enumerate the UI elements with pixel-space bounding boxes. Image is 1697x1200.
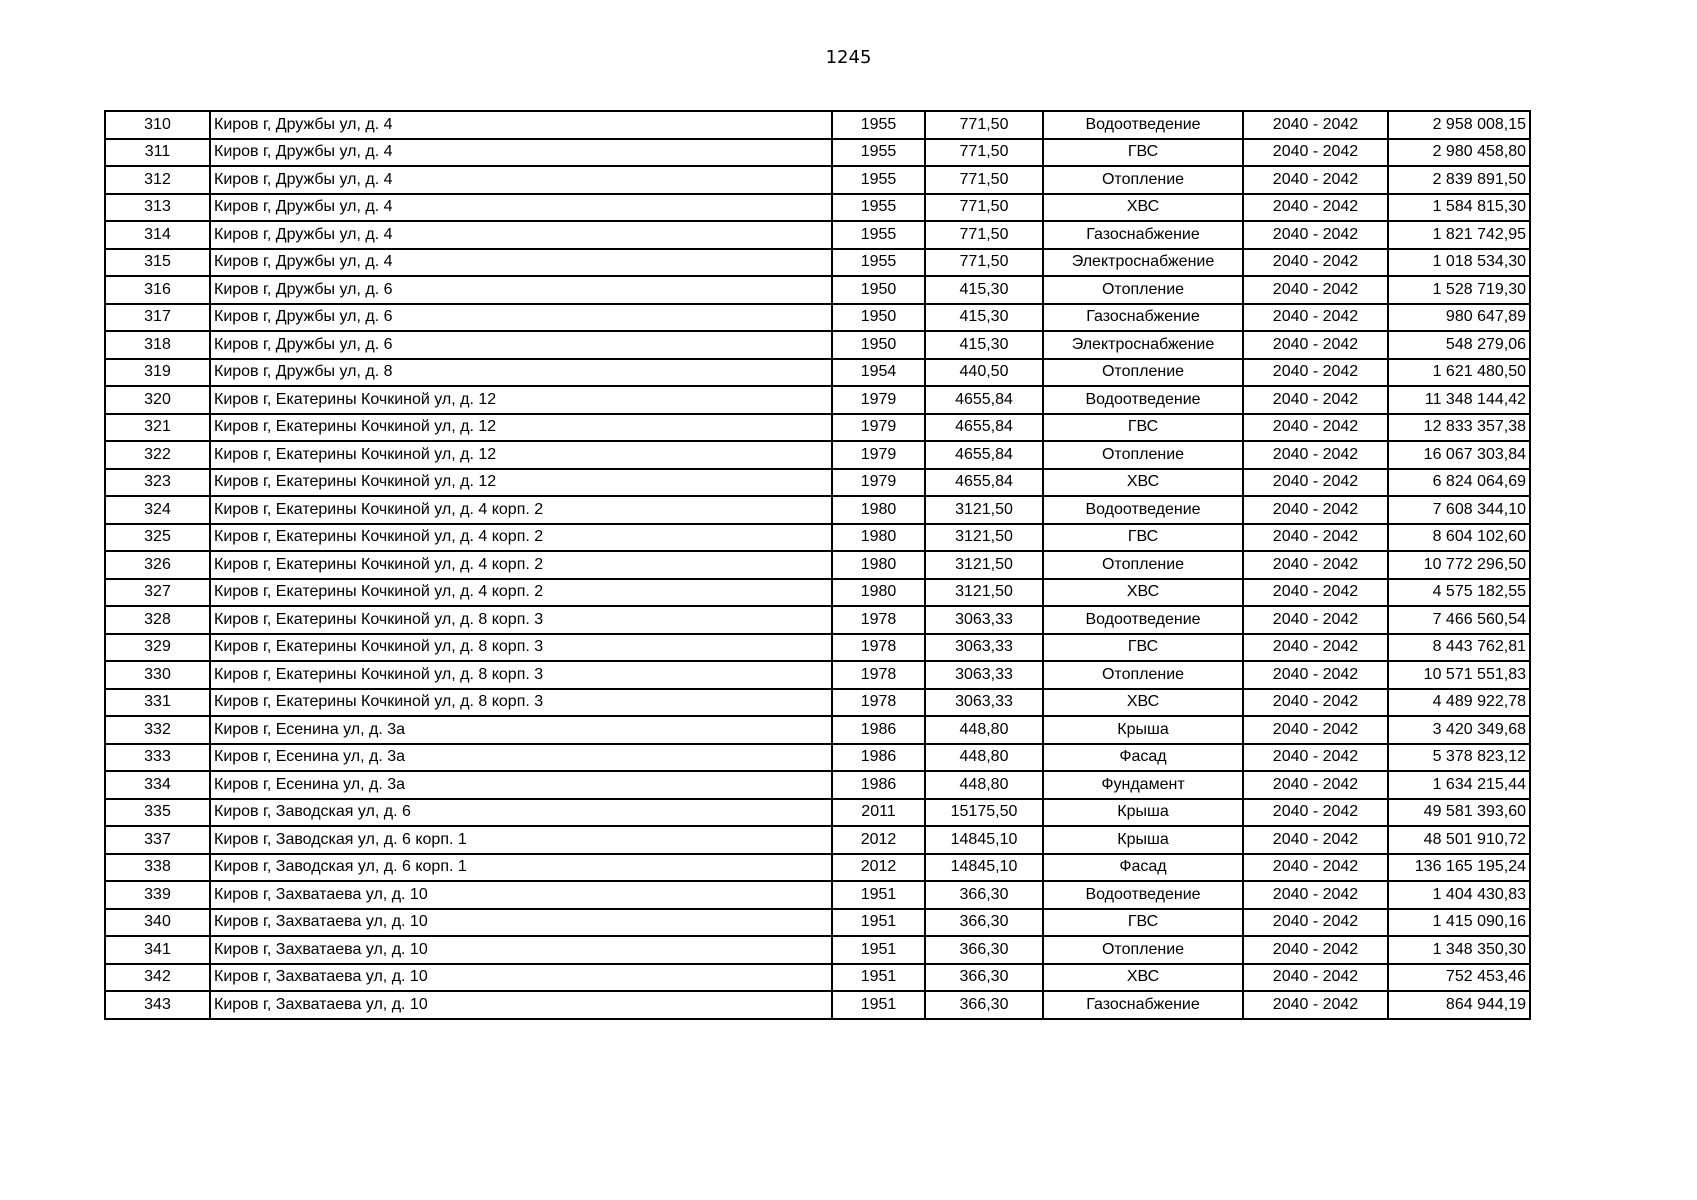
work-type-cell: Газоснабжение bbox=[1043, 221, 1243, 249]
year-cell: 1955 bbox=[832, 166, 925, 194]
cost-cell: 2 980 458,80 bbox=[1388, 139, 1530, 167]
period-cell: 2040 - 2042 bbox=[1243, 111, 1388, 139]
address-cell: Киров г, Екатерины Кочкиной ул, д. 8 корп. 3 bbox=[210, 606, 832, 634]
work-type-cell: ГВС bbox=[1043, 524, 1243, 552]
cost-cell: 1 415 090,16 bbox=[1388, 909, 1530, 937]
year-cell: 1950 bbox=[832, 304, 925, 332]
year-cell: 1979 bbox=[832, 386, 925, 414]
cost-cell: 1 018 534,30 bbox=[1388, 249, 1530, 277]
row-number-cell: 328 bbox=[105, 606, 210, 634]
period-cell: 2040 - 2042 bbox=[1243, 771, 1388, 799]
year-cell: 1978 bbox=[832, 689, 925, 717]
period-cell: 2040 - 2042 bbox=[1243, 991, 1388, 1019]
period-cell: 2040 - 2042 bbox=[1243, 386, 1388, 414]
area-cell: 366,30 bbox=[925, 964, 1043, 992]
table-row bbox=[105, 359, 1530, 387]
table-row bbox=[105, 744, 1530, 772]
work-type-cell: ХВС bbox=[1043, 579, 1243, 607]
address-cell: Киров г, Заводская ул, д. 6 корп. 1 bbox=[210, 854, 832, 882]
period-cell: 2040 - 2042 bbox=[1243, 854, 1388, 882]
cost-cell: 8 443 762,81 bbox=[1388, 634, 1530, 662]
year-cell: 1980 bbox=[832, 579, 925, 607]
work-type-cell: ХВС bbox=[1043, 194, 1243, 222]
area-cell: 3121,50 bbox=[925, 579, 1043, 607]
period-cell: 2040 - 2042 bbox=[1243, 606, 1388, 634]
work-type-cell: Фасад bbox=[1043, 854, 1243, 882]
year-cell: 1955 bbox=[832, 111, 925, 139]
address-cell: Киров г, Дружбы ул, д. 4 bbox=[210, 221, 832, 249]
table-row bbox=[105, 441, 1530, 469]
table-row bbox=[105, 496, 1530, 524]
table-row bbox=[105, 799, 1530, 827]
table-row bbox=[105, 249, 1530, 277]
row-number-cell: 335 bbox=[105, 799, 210, 827]
row-number-cell: 327 bbox=[105, 579, 210, 607]
period-cell: 2040 - 2042 bbox=[1243, 524, 1388, 552]
row-number-cell: 323 bbox=[105, 469, 210, 497]
address-cell: Киров г, Есенина ул, д. 3а bbox=[210, 771, 832, 799]
table-row bbox=[105, 304, 1530, 332]
area-cell: 771,50 bbox=[925, 166, 1043, 194]
row-number-cell: 341 bbox=[105, 936, 210, 964]
table-row bbox=[105, 606, 1530, 634]
address-cell: Киров г, Дружбы ул, д. 6 bbox=[210, 304, 832, 332]
work-type-cell: ХВС bbox=[1043, 469, 1243, 497]
row-number-cell: 321 bbox=[105, 414, 210, 442]
area-cell: 4655,84 bbox=[925, 414, 1043, 442]
table-row bbox=[105, 469, 1530, 497]
table-row bbox=[105, 276, 1530, 304]
cost-cell: 11 348 144,42 bbox=[1388, 386, 1530, 414]
year-cell: 1955 bbox=[832, 249, 925, 277]
period-cell: 2040 - 2042 bbox=[1243, 579, 1388, 607]
area-cell: 771,50 bbox=[925, 139, 1043, 167]
area-cell: 771,50 bbox=[925, 221, 1043, 249]
year-cell: 1951 bbox=[832, 991, 925, 1019]
area-cell: 366,30 bbox=[925, 909, 1043, 937]
address-cell: Киров г, Екатерины Кочкиной ул, д. 4 корп. 2 bbox=[210, 524, 832, 552]
table-row bbox=[105, 826, 1530, 854]
area-cell: 448,80 bbox=[925, 744, 1043, 772]
cost-cell: 7 608 344,10 bbox=[1388, 496, 1530, 524]
period-cell: 2040 - 2042 bbox=[1243, 909, 1388, 937]
table-row bbox=[105, 909, 1530, 937]
address-cell: Киров г, Дружбы ул, д. 4 bbox=[210, 166, 832, 194]
row-number-cell: 333 bbox=[105, 744, 210, 772]
cost-cell: 3 420 349,68 bbox=[1388, 716, 1530, 744]
row-number-cell: 332 bbox=[105, 716, 210, 744]
cost-cell: 1 584 815,30 bbox=[1388, 194, 1530, 222]
address-cell: Киров г, Дружбы ул, д. 4 bbox=[210, 111, 832, 139]
period-cell: 2040 - 2042 bbox=[1243, 139, 1388, 167]
table-row bbox=[105, 139, 1530, 167]
cost-cell: 136 165 195,24 bbox=[1388, 854, 1530, 882]
work-type-cell: Крыша bbox=[1043, 799, 1243, 827]
work-type-cell: Отопление bbox=[1043, 551, 1243, 579]
table-body bbox=[105, 111, 1530, 1019]
row-number-cell: 311 bbox=[105, 139, 210, 167]
year-cell: 1950 bbox=[832, 331, 925, 359]
row-number-cell: 325 bbox=[105, 524, 210, 552]
table-row bbox=[105, 111, 1530, 139]
area-cell: 415,30 bbox=[925, 331, 1043, 359]
year-cell: 2012 bbox=[832, 826, 925, 854]
work-type-cell: Фундамент bbox=[1043, 771, 1243, 799]
work-type-cell: Отопление bbox=[1043, 276, 1243, 304]
period-cell: 2040 - 2042 bbox=[1243, 799, 1388, 827]
work-type-cell: Отопление bbox=[1043, 936, 1243, 964]
period-cell: 2040 - 2042 bbox=[1243, 716, 1388, 744]
area-cell: 3063,33 bbox=[925, 606, 1043, 634]
period-cell: 2040 - 2042 bbox=[1243, 964, 1388, 992]
area-cell: 3121,50 bbox=[925, 524, 1043, 552]
cost-cell: 1 348 350,30 bbox=[1388, 936, 1530, 964]
period-cell: 2040 - 2042 bbox=[1243, 221, 1388, 249]
table-row bbox=[105, 414, 1530, 442]
period-cell: 2040 - 2042 bbox=[1243, 441, 1388, 469]
year-cell: 1978 bbox=[832, 606, 925, 634]
year-cell: 1978 bbox=[832, 661, 925, 689]
cost-cell: 980 647,89 bbox=[1388, 304, 1530, 332]
period-cell: 2040 - 2042 bbox=[1243, 744, 1388, 772]
period-cell: 2040 - 2042 bbox=[1243, 359, 1388, 387]
period-cell: 2040 - 2042 bbox=[1243, 634, 1388, 662]
table-row bbox=[105, 386, 1530, 414]
table-row bbox=[105, 579, 1530, 607]
address-cell: Киров г, Екатерины Кочкиной ул, д. 4 корп. 2 bbox=[210, 551, 832, 579]
area-cell: 3121,50 bbox=[925, 496, 1043, 524]
area-cell: 3063,33 bbox=[925, 689, 1043, 717]
area-cell: 415,30 bbox=[925, 304, 1043, 332]
period-cell: 2040 - 2042 bbox=[1243, 881, 1388, 909]
capital-repair-table bbox=[104, 110, 1531, 1020]
work-type-cell: ХВС bbox=[1043, 964, 1243, 992]
page-number: 1245 bbox=[825, 47, 872, 68]
area-cell: 15175,50 bbox=[925, 799, 1043, 827]
table-row bbox=[105, 194, 1530, 222]
address-cell: Киров г, Дружбы ул, д. 4 bbox=[210, 194, 832, 222]
row-number-cell: 310 bbox=[105, 111, 210, 139]
cost-cell: 1 621 480,50 bbox=[1388, 359, 1530, 387]
year-cell: 1951 bbox=[832, 881, 925, 909]
work-type-cell: ГВС bbox=[1043, 909, 1243, 937]
year-cell: 2012 bbox=[832, 854, 925, 882]
row-number-cell: 339 bbox=[105, 881, 210, 909]
work-type-cell: Электроснабжение bbox=[1043, 249, 1243, 277]
year-cell: 1986 bbox=[832, 771, 925, 799]
area-cell: 3063,33 bbox=[925, 634, 1043, 662]
area-cell: 4655,84 bbox=[925, 469, 1043, 497]
cost-cell: 10 772 296,50 bbox=[1388, 551, 1530, 579]
table-row bbox=[105, 964, 1530, 992]
area-cell: 440,50 bbox=[925, 359, 1043, 387]
row-number-cell: 319 bbox=[105, 359, 210, 387]
work-type-cell: Газоснабжение bbox=[1043, 991, 1243, 1019]
address-cell: Киров г, Захватаева ул, д. 10 bbox=[210, 964, 832, 992]
row-number-cell: 318 bbox=[105, 331, 210, 359]
period-cell: 2040 - 2042 bbox=[1243, 469, 1388, 497]
table-row bbox=[105, 661, 1530, 689]
table-row bbox=[105, 991, 1530, 1019]
work-type-cell: Крыша bbox=[1043, 826, 1243, 854]
year-cell: 1955 bbox=[832, 194, 925, 222]
table-row bbox=[105, 331, 1530, 359]
cost-cell: 49 581 393,60 bbox=[1388, 799, 1530, 827]
work-type-cell: Крыша bbox=[1043, 716, 1243, 744]
address-cell: Киров г, Екатерины Кочкиной ул, д. 12 bbox=[210, 469, 832, 497]
row-number-cell: 314 bbox=[105, 221, 210, 249]
row-number-cell: 324 bbox=[105, 496, 210, 524]
year-cell: 1955 bbox=[832, 139, 925, 167]
work-type-cell: Фасад bbox=[1043, 744, 1243, 772]
period-cell: 2040 - 2042 bbox=[1243, 936, 1388, 964]
area-cell: 448,80 bbox=[925, 771, 1043, 799]
year-cell: 1951 bbox=[832, 936, 925, 964]
address-cell: Киров г, Захватаева ул, д. 10 bbox=[210, 909, 832, 937]
cost-cell: 6 824 064,69 bbox=[1388, 469, 1530, 497]
row-number-cell: 331 bbox=[105, 689, 210, 717]
period-cell: 2040 - 2042 bbox=[1243, 166, 1388, 194]
cost-cell: 1 634 215,44 bbox=[1388, 771, 1530, 799]
area-cell: 14845,10 bbox=[925, 854, 1043, 882]
cost-cell: 2 958 008,15 bbox=[1388, 111, 1530, 139]
work-type-cell: Водоотведение bbox=[1043, 881, 1243, 909]
cost-cell: 16 067 303,84 bbox=[1388, 441, 1530, 469]
area-cell: 448,80 bbox=[925, 716, 1043, 744]
table-row bbox=[105, 854, 1530, 882]
period-cell: 2040 - 2042 bbox=[1243, 551, 1388, 579]
row-number-cell: 340 bbox=[105, 909, 210, 937]
area-cell: 4655,84 bbox=[925, 386, 1043, 414]
table-row bbox=[105, 936, 1530, 964]
cost-cell: 1 404 430,83 bbox=[1388, 881, 1530, 909]
row-number-cell: 315 bbox=[105, 249, 210, 277]
period-cell: 2040 - 2042 bbox=[1243, 661, 1388, 689]
table-row bbox=[105, 634, 1530, 662]
year-cell: 1951 bbox=[832, 909, 925, 937]
work-type-cell: ГВС bbox=[1043, 634, 1243, 662]
table-row bbox=[105, 166, 1530, 194]
row-number-cell: 317 bbox=[105, 304, 210, 332]
period-cell: 2040 - 2042 bbox=[1243, 826, 1388, 854]
area-cell: 366,30 bbox=[925, 936, 1043, 964]
year-cell: 1951 bbox=[832, 964, 925, 992]
address-cell: Киров г, Екатерины Кочкиной ул, д. 12 bbox=[210, 414, 832, 442]
cost-cell: 5 378 823,12 bbox=[1388, 744, 1530, 772]
cost-cell: 7 466 560,54 bbox=[1388, 606, 1530, 634]
address-cell: Киров г, Дружбы ул, д. 4 bbox=[210, 249, 832, 277]
address-cell: Киров г, Екатерины Кочкиной ул, д. 8 корп. 3 bbox=[210, 661, 832, 689]
area-cell: 415,30 bbox=[925, 276, 1043, 304]
period-cell: 2040 - 2042 bbox=[1243, 496, 1388, 524]
work-type-cell: Газоснабжение bbox=[1043, 304, 1243, 332]
year-cell: 1950 bbox=[832, 276, 925, 304]
row-number-cell: 329 bbox=[105, 634, 210, 662]
row-number-cell: 334 bbox=[105, 771, 210, 799]
cost-cell: 4 575 182,55 bbox=[1388, 579, 1530, 607]
address-cell: Киров г, Заводская ул, д. 6 bbox=[210, 799, 832, 827]
work-type-cell: Отопление bbox=[1043, 661, 1243, 689]
year-cell: 1979 bbox=[832, 441, 925, 469]
address-cell: Киров г, Захватаева ул, д. 10 bbox=[210, 991, 832, 1019]
year-cell: 1980 bbox=[832, 551, 925, 579]
year-cell: 1980 bbox=[832, 524, 925, 552]
period-cell: 2040 - 2042 bbox=[1243, 249, 1388, 277]
year-cell: 1979 bbox=[832, 414, 925, 442]
area-cell: 3121,50 bbox=[925, 551, 1043, 579]
address-cell: Киров г, Есенина ул, д. 3а bbox=[210, 716, 832, 744]
year-cell: 1955 bbox=[832, 221, 925, 249]
address-cell: Киров г, Екатерины Кочкиной ул, д. 4 корп. 2 bbox=[210, 496, 832, 524]
cost-cell: 8 604 102,60 bbox=[1388, 524, 1530, 552]
cost-cell: 2 839 891,50 bbox=[1388, 166, 1530, 194]
work-type-cell: Отопление bbox=[1043, 359, 1243, 387]
row-number-cell: 343 bbox=[105, 991, 210, 1019]
work-type-cell: Водоотведение bbox=[1043, 111, 1243, 139]
cost-cell: 548 279,06 bbox=[1388, 331, 1530, 359]
address-cell: Киров г, Заводская ул, д. 6 корп. 1 bbox=[210, 826, 832, 854]
table-row bbox=[105, 524, 1530, 552]
area-cell: 771,50 bbox=[925, 194, 1043, 222]
year-cell: 2011 bbox=[832, 799, 925, 827]
work-type-cell: Водоотведение bbox=[1043, 606, 1243, 634]
year-cell: 1986 bbox=[832, 744, 925, 772]
work-type-cell: Электроснабжение bbox=[1043, 331, 1243, 359]
area-cell: 4655,84 bbox=[925, 441, 1043, 469]
year-cell: 1980 bbox=[832, 496, 925, 524]
period-cell: 2040 - 2042 bbox=[1243, 304, 1388, 332]
work-type-cell: Отопление bbox=[1043, 166, 1243, 194]
work-type-cell: Водоотведение bbox=[1043, 496, 1243, 524]
row-number-cell: 326 bbox=[105, 551, 210, 579]
year-cell: 1979 bbox=[832, 469, 925, 497]
address-cell: Киров г, Захватаева ул, д. 10 bbox=[210, 936, 832, 964]
cost-cell: 48 501 910,72 bbox=[1388, 826, 1530, 854]
address-cell: Киров г, Захватаева ул, д. 10 bbox=[210, 881, 832, 909]
period-cell: 2040 - 2042 bbox=[1243, 331, 1388, 359]
period-cell: 2040 - 2042 bbox=[1243, 414, 1388, 442]
cost-cell: 1 528 719,30 bbox=[1388, 276, 1530, 304]
period-cell: 2040 - 2042 bbox=[1243, 194, 1388, 222]
row-number-cell: 337 bbox=[105, 826, 210, 854]
row-number-cell: 312 bbox=[105, 166, 210, 194]
address-cell: Киров г, Дружбы ул, д. 6 bbox=[210, 331, 832, 359]
year-cell: 1954 bbox=[832, 359, 925, 387]
work-type-cell: Водоотведение bbox=[1043, 386, 1243, 414]
address-cell: Киров г, Екатерины Кочкиной ул, д. 12 bbox=[210, 386, 832, 414]
work-type-cell: ХВС bbox=[1043, 689, 1243, 717]
table-row bbox=[105, 551, 1530, 579]
cost-cell: 4 489 922,78 bbox=[1388, 689, 1530, 717]
row-number-cell: 313 bbox=[105, 194, 210, 222]
cost-cell: 864 944,19 bbox=[1388, 991, 1530, 1019]
work-type-cell: ГВС bbox=[1043, 139, 1243, 167]
row-number-cell: 320 bbox=[105, 386, 210, 414]
address-cell: Киров г, Екатерины Кочкиной ул, д. 12 bbox=[210, 441, 832, 469]
cost-cell: 752 453,46 bbox=[1388, 964, 1530, 992]
cost-cell: 1 821 742,95 bbox=[1388, 221, 1530, 249]
table-row bbox=[105, 689, 1530, 717]
year-cell: 1978 bbox=[832, 634, 925, 662]
table-row bbox=[105, 716, 1530, 744]
year-cell: 1986 bbox=[832, 716, 925, 744]
area-cell: 771,50 bbox=[925, 111, 1043, 139]
work-type-cell: Отопление bbox=[1043, 441, 1243, 469]
area-cell: 366,30 bbox=[925, 991, 1043, 1019]
table-row bbox=[105, 221, 1530, 249]
cost-cell: 12 833 357,38 bbox=[1388, 414, 1530, 442]
work-type-cell: ГВС bbox=[1043, 414, 1243, 442]
address-cell: Киров г, Дружбы ул, д. 8 bbox=[210, 359, 832, 387]
area-cell: 366,30 bbox=[925, 881, 1043, 909]
address-cell: Киров г, Екатерины Кочкиной ул, д. 4 корп. 2 bbox=[210, 579, 832, 607]
row-number-cell: 316 bbox=[105, 276, 210, 304]
address-cell: Киров г, Екатерины Кочкиной ул, д. 8 корп. 3 bbox=[210, 634, 832, 662]
address-cell: Киров г, Дружбы ул, д. 6 bbox=[210, 276, 832, 304]
row-number-cell: 338 bbox=[105, 854, 210, 882]
row-number-cell: 322 bbox=[105, 441, 210, 469]
cost-cell: 10 571 551,83 bbox=[1388, 661, 1530, 689]
area-cell: 3063,33 bbox=[925, 661, 1043, 689]
address-cell: Киров г, Дружбы ул, д. 4 bbox=[210, 139, 832, 167]
row-number-cell: 342 bbox=[105, 964, 210, 992]
table-row bbox=[105, 771, 1530, 799]
period-cell: 2040 - 2042 bbox=[1243, 276, 1388, 304]
address-cell: Киров г, Екатерины Кочкиной ул, д. 8 корп. 3 bbox=[210, 689, 832, 717]
row-number-cell: 330 bbox=[105, 661, 210, 689]
address-cell: Киров г, Есенина ул, д. 3а bbox=[210, 744, 832, 772]
area-cell: 14845,10 bbox=[925, 826, 1043, 854]
table-row bbox=[105, 881, 1530, 909]
period-cell: 2040 - 2042 bbox=[1243, 689, 1388, 717]
area-cell: 771,50 bbox=[925, 249, 1043, 277]
